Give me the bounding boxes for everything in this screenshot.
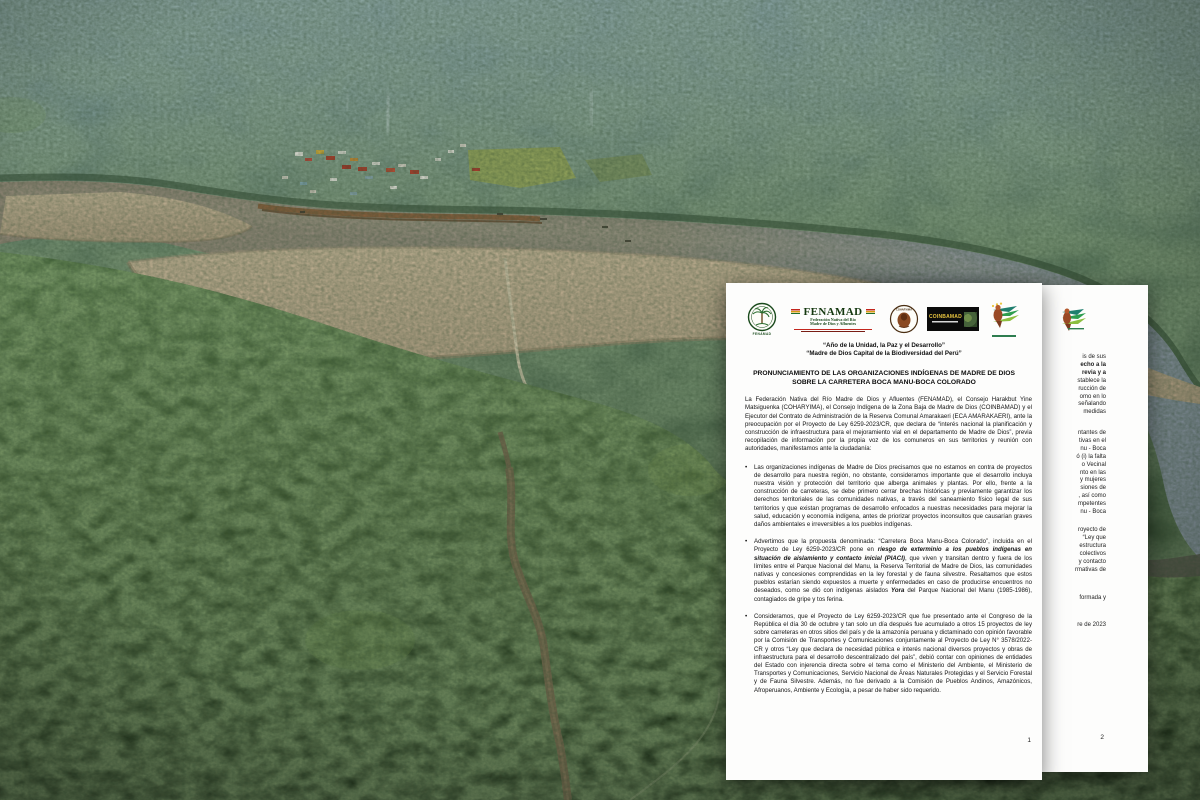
coinbamad-logo xyxy=(927,307,979,331)
fragment-line: y mujeres xyxy=(1079,477,1106,484)
fragment-line: ntantes de xyxy=(1077,430,1106,436)
fragment-line: re de 2023 xyxy=(1077,622,1106,628)
page-number-1: 1 xyxy=(1027,737,1031,744)
fenamad-subtitle-1: Federación Nativa del Río xyxy=(810,316,856,322)
fragment-line: estructura xyxy=(1079,542,1106,549)
palm-tree-seal-icon xyxy=(747,302,777,332)
fragment-line: nto en las xyxy=(1079,469,1106,476)
fragment-line: y contacto xyxy=(1078,558,1106,565)
organization-logo-fragment xyxy=(1060,305,1088,333)
fragment-line: rmativas de xyxy=(1074,566,1106,573)
motto-line-1: “Año de la Unidad, la Paz y el Desarrollo” xyxy=(822,342,946,349)
bullet-item xyxy=(745,464,1032,530)
fenamad-wordmark-logo xyxy=(785,306,881,333)
fragment-line: royecto de xyxy=(1077,527,1106,533)
fragment-line: siones de xyxy=(1080,485,1106,492)
fenamad-subtitle-2: Madre de Dios y Afluentes xyxy=(809,321,857,327)
fragment-line: stablece la xyxy=(1077,377,1106,384)
fragment-line: omo en lo xyxy=(1079,393,1106,400)
fragment-line: “Ley que xyxy=(1082,534,1106,541)
motto-line-2: “Madre de Dios Capital de la Biodiversidad del Perú” xyxy=(806,349,962,357)
fragment-line: señalando xyxy=(1078,401,1106,408)
fragment-line: revia y a xyxy=(1081,369,1106,376)
intro-paragraph: La Federación Nativa del Río Madre de Dios y Afluentes (FENAMAD), el Consejo Harakbut Yine Matsiguenka (COHARYIMA), el Consejo Indígena de la Zona Baja de Madre de Dios (COINBAMAD) y el Ejecutor del Contrato de Administración de la Reserva Comunal Amarakaeri (ECA AMARAKAERI), ante la preocupación por el Proyecto de Ley 6259-2023/CR, que declara de “interés nacional la planificación y construcción de infraestructura para el mejoramiento vial en el departamento de Madre de Dios”, previa recopilación de información por la propia voz de los comuneros en sus territorios y reunión con autoridades, manifestamos ante la ciudadanía: xyxy=(745,396,1032,453)
wordmark-red-rule xyxy=(794,329,872,331)
document-title: PRONUNCIAMIENTO DE LAS ORGANIZACIONES INDÍGENAS DE MADRE DE DIOS SOBRE LA CARRETERA BOCA MANU-BOCA COLORADO xyxy=(753,370,1015,387)
flag-stripes-icon xyxy=(866,309,875,314)
eca-amarakaeri-logo xyxy=(986,301,1022,336)
fragment-line: formada y xyxy=(1079,595,1106,601)
page-number-2: 2 xyxy=(1100,734,1104,741)
bullet-text: Las organizaciones indígenas de Madre de Dios precisamos que no estamos en contra de proyectos de desarrollo para nuestra región, no obstante, consideramos importante que el desarrollo incluya nuestra visión y protección del territorio que alberga animales y plantas. Por ello, frente a la construcción de carreteras, se debe primero cerrar brechas históricas y previamente garantizar los derechos territoriales de las comunidades nativas, a través del saneamiento físico legal de sus territorios y que existan programas de desarrollo enfocados a nuestras necesidades para mejorar la salud, educación y economía indígena, antes de priorizar proyectos inconsultos que causarían graves daños ambientales e irreversibles a los pueblos indígenas. xyxy=(754,463,1032,529)
bullet-text: Advertimos que la propuesta denominada: “Carretera Boca Manu-Boca Colorado”, incluida en el Proyecto de Ley 6259-2023/CR pone en riesgo de exterminio a los pueblos indígenas en situación de aislamiento y contacto inicial (PIACI), que viven y transitan dentro y fuera de los límites entre el Parque Nacional del Manu, la Reserva Territorial de Madre de Dios, las comunidades nativas y concesiones comprendidas en la ley forestal y de fauna silvestre. Resaltamos que estos pueblos estarían siendo expuestos a muerte y enfermedades en caso de producirse encuentros no deseados, como se dió con indígenas aislados Yora del Parque Nacional del Manu (1985-1986), contagiados de gripe y tos ferina. xyxy=(754,538,1032,603)
fragment-line: nu - Boca xyxy=(1080,445,1106,452)
fragment-line: medidas xyxy=(1083,409,1106,416)
fenamad-wordmark-title: FENAMAD xyxy=(803,305,863,318)
fragment-line: nu - Boca xyxy=(1080,509,1106,516)
svg-text:COHARYIMA: COHARYIMA xyxy=(896,308,912,312)
bullet-item xyxy=(745,538,1032,604)
letterhead-mottos xyxy=(726,342,1042,357)
eca-amarakaeri-icon xyxy=(987,301,1021,329)
coinbamad-label: COINBAMAD xyxy=(929,313,962,320)
bullet-text: Consideramos, que el Proyecto de Ley 6259-2023/CR que fue presentado ante el Congreso de la República el día 30 de octubre y tan solo un día después fue acumulado a otros 15 proyectos de ley sobre carreteras en otros sitios del país y de la amazonía peruana y dictaminado con opinión favorable por la Comisión de Transportes y Comunicaciones conjuntamente al Proyecto de Ley N° 3578/2022-CR y otros “Ley que declara de necesidad pública e interés nacional diversos proyectos y obras de infraestructura para el desarrollo descentralizado del país”, debió contar con opiniones de entidades del Estado con injerencia directa sobre el tema como el Ministerio del Ambiente, el Ministerio de Transportes y Comunicaciones, Servicio Nacional de Áreas Naturales Protegidas y el Servicio Forestal y de Fauna Silvestre. Además, no fue derivado a la Comisión de Pueblos Andinos, Amazónicos, Afroperuanos, Ambiente y Ecología, a pesar de haber sido requerido. xyxy=(754,612,1032,694)
fragment-line: o Vecinal xyxy=(1081,461,1106,468)
wordmark-fine-rule xyxy=(801,331,865,332)
bullet-marker: • xyxy=(745,538,748,546)
fragment-line: , así como xyxy=(1078,493,1106,500)
bullet-marker: • xyxy=(745,612,748,620)
coinbamad-photo-thumb xyxy=(964,312,977,327)
document-page-1 xyxy=(726,283,1042,780)
eca-caption-rule xyxy=(992,335,1016,336)
fragment-line: echo a la xyxy=(1080,361,1106,368)
fragment-line: is de sus xyxy=(1082,354,1106,360)
coharyima-seal-logo xyxy=(888,304,920,334)
flag-stripes-icon xyxy=(791,309,800,314)
bullet-item xyxy=(745,613,1032,695)
fragment-line: tivas en el xyxy=(1078,437,1106,444)
fragment-line: colectivos xyxy=(1079,550,1106,557)
coinbamad-caption-lines xyxy=(932,321,958,324)
letterhead xyxy=(726,298,1042,340)
fenamad-seal-logo xyxy=(746,302,778,337)
fragment-line: ó (i) la falta xyxy=(1076,453,1106,460)
fenamad-seal-caption: FENAMAD xyxy=(752,332,772,337)
bullet-list xyxy=(745,464,1032,695)
coharyima-seal-icon xyxy=(889,304,919,334)
bullet-marker: • xyxy=(745,463,748,471)
fragment-line: rucción de xyxy=(1078,385,1106,392)
fragment-line: mpetentes xyxy=(1077,501,1106,508)
